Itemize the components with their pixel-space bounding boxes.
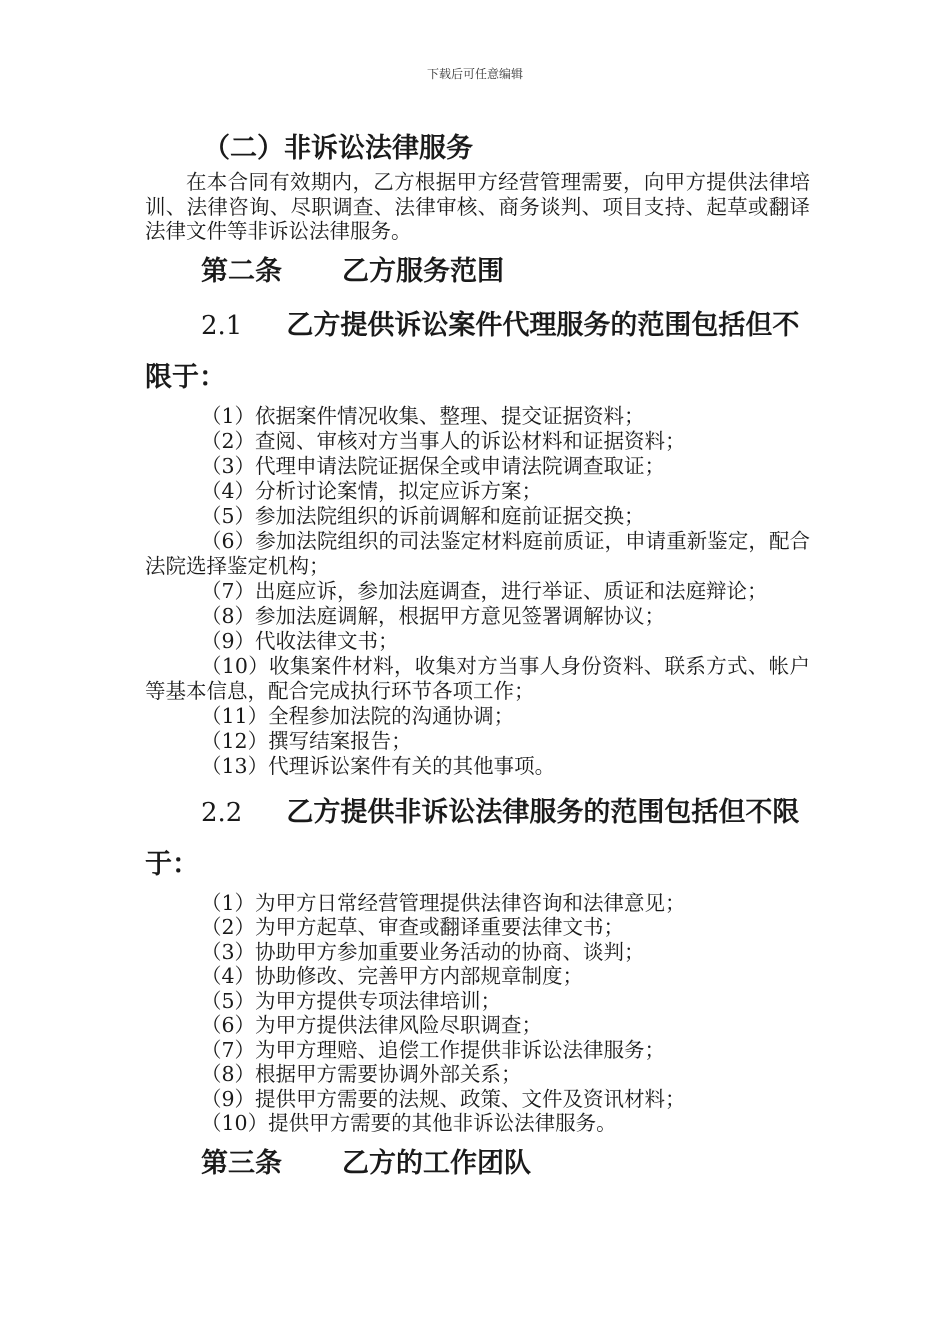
list-item: （4）分析讨论案情，拟定应诉方案； <box>201 478 543 503</box>
list-item: （4）协助修改、完善甲方内部规章制度； <box>201 964 584 988</box>
document-body <box>145 128 810 1192</box>
list-item: （13）代理诉讼案件有关的其他事项。 <box>201 753 556 778</box>
clause-2-1-heading <box>145 300 810 404</box>
list-item: （5）参加法院组织的诉前调解和庭前证据交换； <box>201 503 645 528</box>
list-item: （2）查阅、审核对方当事人的诉讼材料和证据资料； <box>201 428 686 453</box>
list-item: （10）提供甲方需要的其他非诉讼法律服务。 <box>201 1111 617 1135</box>
list-item: （2）为甲方起草、审查或翻译重要法律文书； <box>201 915 625 939</box>
list-item: （1）依据案件情况收集、整理、提交证据资料； <box>201 403 645 428</box>
list-item: （9）代收法律文书； <box>201 628 399 653</box>
clause-2-2-heading <box>145 787 810 891</box>
article-3-title: 乙方的工作团队 <box>342 1147 531 1179</box>
clause-2-1-list <box>145 404 810 779</box>
page-header-note: 下载后可任意编辑 <box>426 67 523 81</box>
list-item: （12）撰写结案报告； <box>201 728 412 753</box>
list-item: （7）为甲方理赔、追偿工作提供非诉讼法律服务； <box>201 1037 666 1062</box>
list-item: （8）参加法庭调解，根据甲方意见签署调解协议； <box>201 603 666 628</box>
article-3-heading <box>145 1144 810 1184</box>
list-item: （9）提供甲方需要的法规、政策、文件及资讯材料； <box>201 1086 686 1111</box>
clause-2-1-title: 乙方提供诉讼案件代理服务的范围包括但不限于： <box>145 309 800 393</box>
list-item: （1）为甲方日常经营管理提供法律咨询和法律意见； <box>201 890 686 915</box>
article-3-number: 第三条 <box>201 1147 282 1179</box>
list-item: （10）收集案件材料，收集对方当事人身份资料、联系方式、帐户等基本信息，配合完成执行环节各项工作； <box>145 653 810 703</box>
list-item: （6）为甲方提供法律风险尽职调查； <box>201 1013 543 1037</box>
list-item: （3）协助甲方参加重要业务活动的协商、谈判； <box>201 939 645 964</box>
article-2-title: 乙方服务范围 <box>342 255 504 287</box>
clause-2-1-number: 2.1 <box>201 310 243 341</box>
list-item: （11）全程参加法院的沟通协调； <box>201 703 515 728</box>
article-2-number: 第二条 <box>201 255 282 287</box>
list-item: （5）为甲方提供专项法律培训； <box>201 988 502 1013</box>
list-item: （7）出庭应诉，参加法庭调查，进行举证、质证和法庭辩论； <box>201 578 768 603</box>
clause-2-2-list <box>145 891 810 1136</box>
section-title: （二）非诉讼法律服务 <box>203 133 473 164</box>
list-item: （6）参加法院组织的司法鉴定材料庭前质证，申请重新鉴定，配合法院选择鉴定机构； <box>145 528 810 578</box>
section-paragraph: 在本合同有效期内，乙方根据甲方经营管理需要，向甲方提供法律培训、法律咨询、尽职调查、法律审核、商务谈判、项目支持、起草或翻译法律文件等非诉讼法律服务。 <box>145 170 810 243</box>
clause-2-2-title: 乙方提供非诉讼法律服务的范围包括但不限于： <box>145 796 800 880</box>
clause-2-2-number: 2.2 <box>201 797 243 828</box>
list-item: （8）根据甲方需要协调外部关系； <box>201 1062 522 1086</box>
article-2-heading <box>145 252 810 292</box>
list-item: （3）代理申请法院证据保全或申请法院调查取证； <box>201 453 666 478</box>
